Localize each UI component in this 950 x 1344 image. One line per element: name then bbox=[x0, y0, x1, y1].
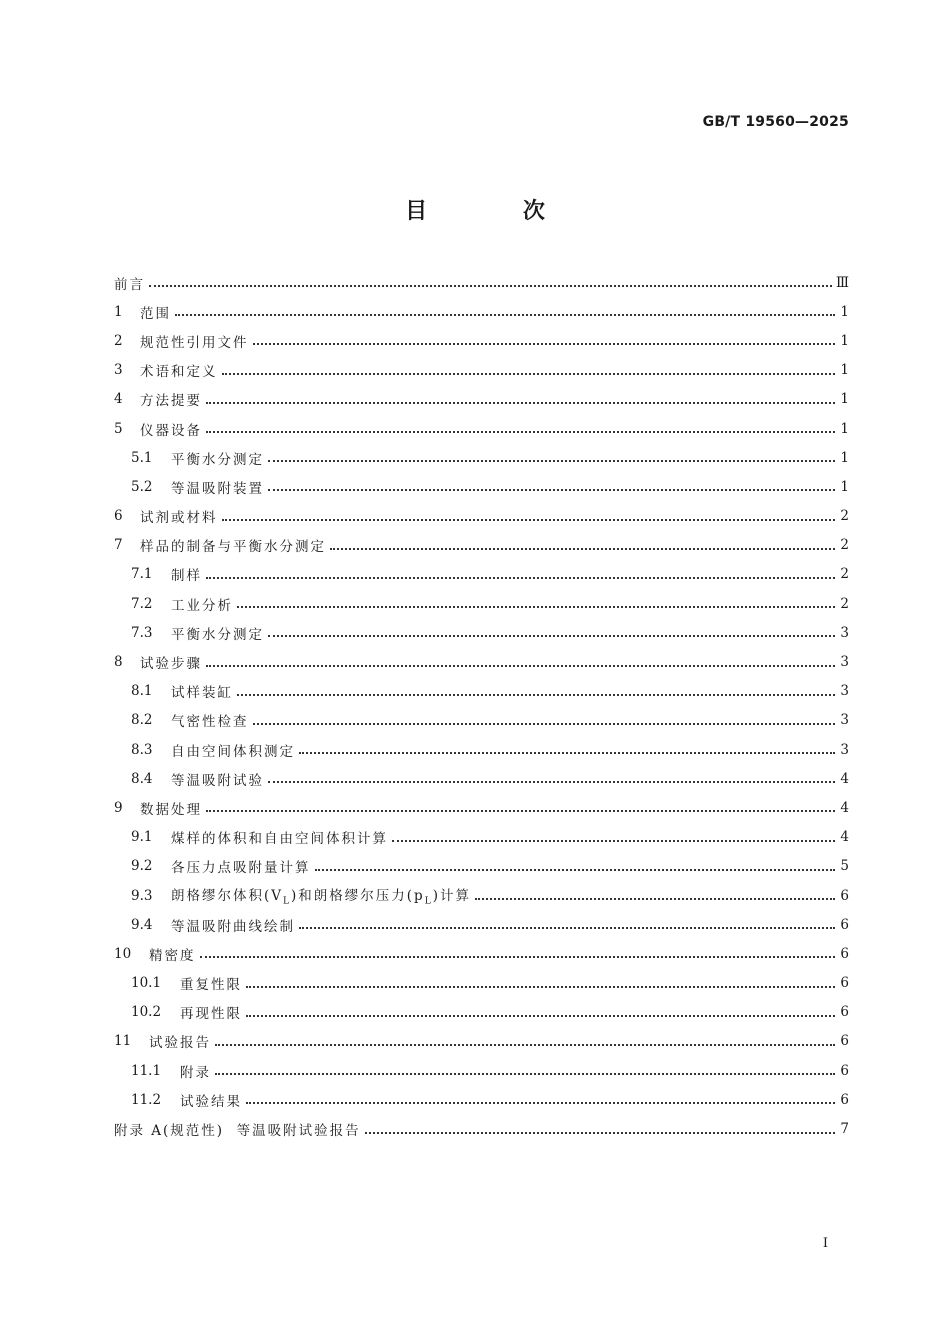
leader-dots bbox=[392, 839, 835, 842]
toc-entry-number: 9.3 bbox=[131, 887, 153, 904]
toc-entry-number: 5 bbox=[114, 420, 123, 437]
toc-entry-number: 8.2 bbox=[131, 712, 153, 729]
toc-entry-label: 气密性检查 bbox=[171, 714, 249, 731]
leader-dots bbox=[215, 1043, 835, 1046]
toc-entry-number: 10 bbox=[114, 945, 132, 962]
leader-dots bbox=[299, 751, 835, 754]
leader-dots bbox=[200, 955, 836, 958]
toc-entry-page: 6 bbox=[840, 1091, 849, 1108]
leader-dots bbox=[315, 868, 836, 871]
toc-entry-3[interactable] bbox=[114, 356, 849, 385]
toc-entry-8-1[interactable] bbox=[114, 677, 849, 706]
toc-entry-number: 5.1 bbox=[131, 449, 153, 466]
leader-dots bbox=[246, 985, 835, 988]
toc-entry-label: 工业分析 bbox=[171, 597, 233, 614]
toc-entry-label: 等温吸附曲线绘制 bbox=[171, 918, 295, 935]
toc-title: 目 次 bbox=[405, 199, 589, 224]
toc-entry-number: 9.1 bbox=[131, 829, 153, 846]
toc-entry-page: 2 bbox=[840, 537, 849, 554]
toc-entry-page: 1 bbox=[840, 449, 849, 466]
toc-entry-9-2[interactable] bbox=[114, 852, 849, 881]
toc-entry-label bbox=[171, 884, 471, 907]
leader-dots bbox=[206, 809, 835, 812]
toc-entry-number: 8.3 bbox=[131, 741, 153, 758]
toc-entry-label: 数据处理 bbox=[140, 801, 202, 818]
leader-dots bbox=[246, 1014, 835, 1017]
leader-dots bbox=[222, 372, 836, 375]
toc-entry-label: 再现性限 bbox=[180, 1006, 242, 1023]
leader-dots bbox=[253, 722, 836, 725]
footer-page-number: I bbox=[822, 1236, 828, 1251]
leader-dots bbox=[475, 897, 835, 900]
leader-dots bbox=[237, 693, 835, 696]
toc-entry-page: 6 bbox=[840, 1004, 849, 1021]
label-part: )和朗格缪尔压力(p bbox=[291, 888, 425, 905]
toc-entry-page: 3 bbox=[840, 654, 849, 671]
leader-dots bbox=[268, 634, 835, 637]
toc-entry-number: 11.1 bbox=[131, 1062, 162, 1079]
toc-entry-label: 平衡水分测定 bbox=[171, 626, 264, 643]
toc-entry-number: 8.4 bbox=[131, 770, 153, 787]
toc-entry-page: 3 bbox=[840, 741, 849, 758]
toc-entry-label: 术语和定义 bbox=[140, 364, 218, 381]
toc-entry-page: 2 bbox=[840, 508, 849, 525]
toc-entry-number: 2 bbox=[114, 332, 123, 349]
toc-entry-page: 4 bbox=[840, 770, 849, 787]
toc-entry-number: 7.1 bbox=[131, 566, 153, 583]
toc-entry-8-2[interactable] bbox=[114, 706, 849, 735]
toc-entry-page: 6 bbox=[840, 1062, 849, 1079]
toc-entry-label: 等温吸附装置 bbox=[171, 480, 264, 497]
subscript: L bbox=[424, 896, 433, 907]
leader-dots bbox=[299, 926, 835, 929]
toc-entry-label: 规范性引用文件 bbox=[140, 334, 249, 351]
toc-entry-label: 煤样的体积和自由空间体积计算 bbox=[171, 831, 388, 848]
toc-entry-number: 9.4 bbox=[131, 916, 153, 933]
toc-entry-page: 4 bbox=[840, 799, 849, 816]
toc-entry-label: 试验报告 bbox=[149, 1035, 211, 1052]
toc-entry-10-1[interactable] bbox=[114, 969, 849, 998]
leader-dots bbox=[246, 1101, 835, 1104]
leader-dots bbox=[206, 664, 835, 667]
toc-entry-11-2[interactable] bbox=[114, 1085, 849, 1114]
toc-entry-7[interactable] bbox=[114, 531, 849, 560]
toc-entry-8-3[interactable] bbox=[114, 735, 849, 764]
toc-entry-number: 6 bbox=[114, 508, 123, 525]
toc-entry-label: 平衡水分测定 bbox=[171, 451, 264, 468]
toc-entry-9-4[interactable] bbox=[114, 910, 849, 939]
toc-entry-4[interactable] bbox=[114, 385, 849, 414]
toc-entry-number: 8 bbox=[114, 654, 123, 671]
toc-entry-number: 8.1 bbox=[131, 683, 153, 700]
toc-entry-5-2[interactable] bbox=[114, 472, 849, 501]
toc-entry-5[interactable] bbox=[114, 414, 849, 443]
toc-entry-number: 7 bbox=[114, 537, 123, 554]
toc-entry-label: 各压力点吸附量计算 bbox=[171, 860, 311, 877]
toc-entry-number: 4 bbox=[114, 391, 123, 408]
toc-entry-label: 等温吸附试验 bbox=[171, 772, 264, 789]
toc-entry-label: 试验结果 bbox=[180, 1093, 242, 1110]
toc-entry-page: 5 bbox=[840, 858, 849, 875]
toc-entry-label: 前言 bbox=[114, 276, 145, 293]
toc-entry-number: 10.1 bbox=[131, 975, 162, 992]
leader-dots bbox=[253, 342, 836, 345]
toc-entry-page: 3 bbox=[840, 624, 849, 641]
leader-dots bbox=[215, 1072, 835, 1075]
toc-entry-8[interactable] bbox=[114, 647, 849, 676]
toc-entry-6[interactable] bbox=[114, 502, 849, 531]
toc-entry-page: Ⅲ bbox=[835, 274, 849, 291]
leader-dots bbox=[222, 518, 836, 521]
toc-entry-10[interactable] bbox=[114, 939, 849, 968]
subscript: L bbox=[283, 896, 292, 907]
leader-dots bbox=[237, 605, 835, 608]
toc-entry-label: 范围 bbox=[140, 305, 171, 322]
toc-entry-label: 精密度 bbox=[149, 947, 196, 964]
toc-entry-number: 9 bbox=[114, 799, 123, 816]
toc-entry-1[interactable] bbox=[114, 297, 849, 326]
leader-dots bbox=[206, 401, 835, 404]
toc-entry-label: 制样 bbox=[171, 568, 202, 585]
toc-entry-page: 1 bbox=[840, 391, 849, 408]
toc-entry-5-1[interactable] bbox=[114, 443, 849, 472]
leader-dots bbox=[206, 576, 835, 579]
toc-entry-number: 11 bbox=[114, 1033, 132, 1050]
toc-entry-page: 1 bbox=[840, 362, 849, 379]
toc-entry-10-2[interactable] bbox=[114, 998, 849, 1027]
label-part: 朗格缪尔体积(V bbox=[171, 888, 284, 905]
leader-dots bbox=[268, 459, 835, 462]
toc-entry-label: 试样装缸 bbox=[171, 685, 233, 702]
toc-entry-foreword[interactable] bbox=[114, 268, 849, 297]
leader-dots bbox=[206, 430, 835, 433]
leader-dots bbox=[268, 488, 835, 491]
toc-entry-label: 附录 A(规范性) 等温吸附试验报告 bbox=[114, 1123, 361, 1140]
toc-entry-label: 样品的制备与平衡水分测定 bbox=[140, 539, 326, 556]
toc-entry-11-1[interactable] bbox=[114, 1056, 849, 1085]
leader-dots bbox=[330, 547, 835, 550]
toc-entry-page: 6 bbox=[840, 1033, 849, 1050]
standard-code: GB/T 19560—2025 bbox=[702, 114, 849, 130]
toc-entry-number: 10.2 bbox=[131, 1004, 162, 1021]
toc-entry-page: 6 bbox=[840, 945, 849, 962]
leader-dots bbox=[149, 284, 832, 287]
toc-entry-number: 1 bbox=[114, 303, 123, 320]
toc-entry-9-1[interactable] bbox=[114, 823, 849, 852]
toc-entry-label: 仪器设备 bbox=[140, 422, 202, 439]
toc-entry-7-3[interactable] bbox=[114, 618, 849, 647]
toc-entry-page: 6 bbox=[840, 916, 849, 933]
toc-entry-label: 试剂或材料 bbox=[140, 510, 218, 527]
toc-entry-page: 1 bbox=[840, 478, 849, 495]
toc-entry-page: 6 bbox=[840, 887, 849, 904]
toc-entry-page: 4 bbox=[840, 829, 849, 846]
toc-entry-page: 1 bbox=[840, 420, 849, 437]
toc-entry-label: 附录 bbox=[180, 1064, 211, 1081]
toc-entry-number: 7.3 bbox=[131, 624, 153, 641]
toc-entry-9[interactable] bbox=[114, 793, 849, 822]
toc-entry-7-2[interactable] bbox=[114, 589, 849, 618]
toc-entry-label: 重复性限 bbox=[180, 977, 242, 994]
leader-dots bbox=[175, 313, 835, 316]
toc-entry-number: 3 bbox=[114, 362, 123, 379]
toc-entry-9-3[interactable] bbox=[114, 881, 849, 910]
toc-entry-annex-a[interactable] bbox=[114, 1114, 849, 1143]
toc-entry-label: 试验步骤 bbox=[140, 656, 202, 673]
toc-entry-number: 11.2 bbox=[131, 1091, 162, 1108]
toc-entry-label: 方法提要 bbox=[140, 393, 202, 410]
label-part: )计算 bbox=[432, 888, 471, 905]
toc-entry-2[interactable] bbox=[114, 326, 849, 355]
toc-entry-7-1[interactable] bbox=[114, 560, 849, 589]
toc-entry-label: 自由空间体积测定 bbox=[171, 743, 295, 760]
toc-entry-page: 1 bbox=[840, 303, 849, 320]
leader-dots bbox=[365, 1131, 835, 1134]
toc-entry-page: 6 bbox=[840, 975, 849, 992]
toc-entry-number: 9.2 bbox=[131, 858, 153, 875]
toc-entry-page: 3 bbox=[840, 683, 849, 700]
toc-entry-8-4[interactable] bbox=[114, 764, 849, 793]
toc-entry-number: 7.2 bbox=[131, 595, 153, 612]
leader-dots bbox=[268, 780, 835, 783]
toc-entry-page: 2 bbox=[840, 595, 849, 612]
toc-entry-page: 7 bbox=[840, 1121, 849, 1138]
toc-entry-11[interactable] bbox=[114, 1027, 849, 1056]
toc-entry-page: 1 bbox=[840, 332, 849, 349]
toc-entry-number: 5.2 bbox=[131, 478, 153, 495]
toc-entry-page: 3 bbox=[840, 712, 849, 729]
table-of-contents bbox=[114, 268, 849, 1144]
toc-entry-page: 2 bbox=[840, 566, 849, 583]
